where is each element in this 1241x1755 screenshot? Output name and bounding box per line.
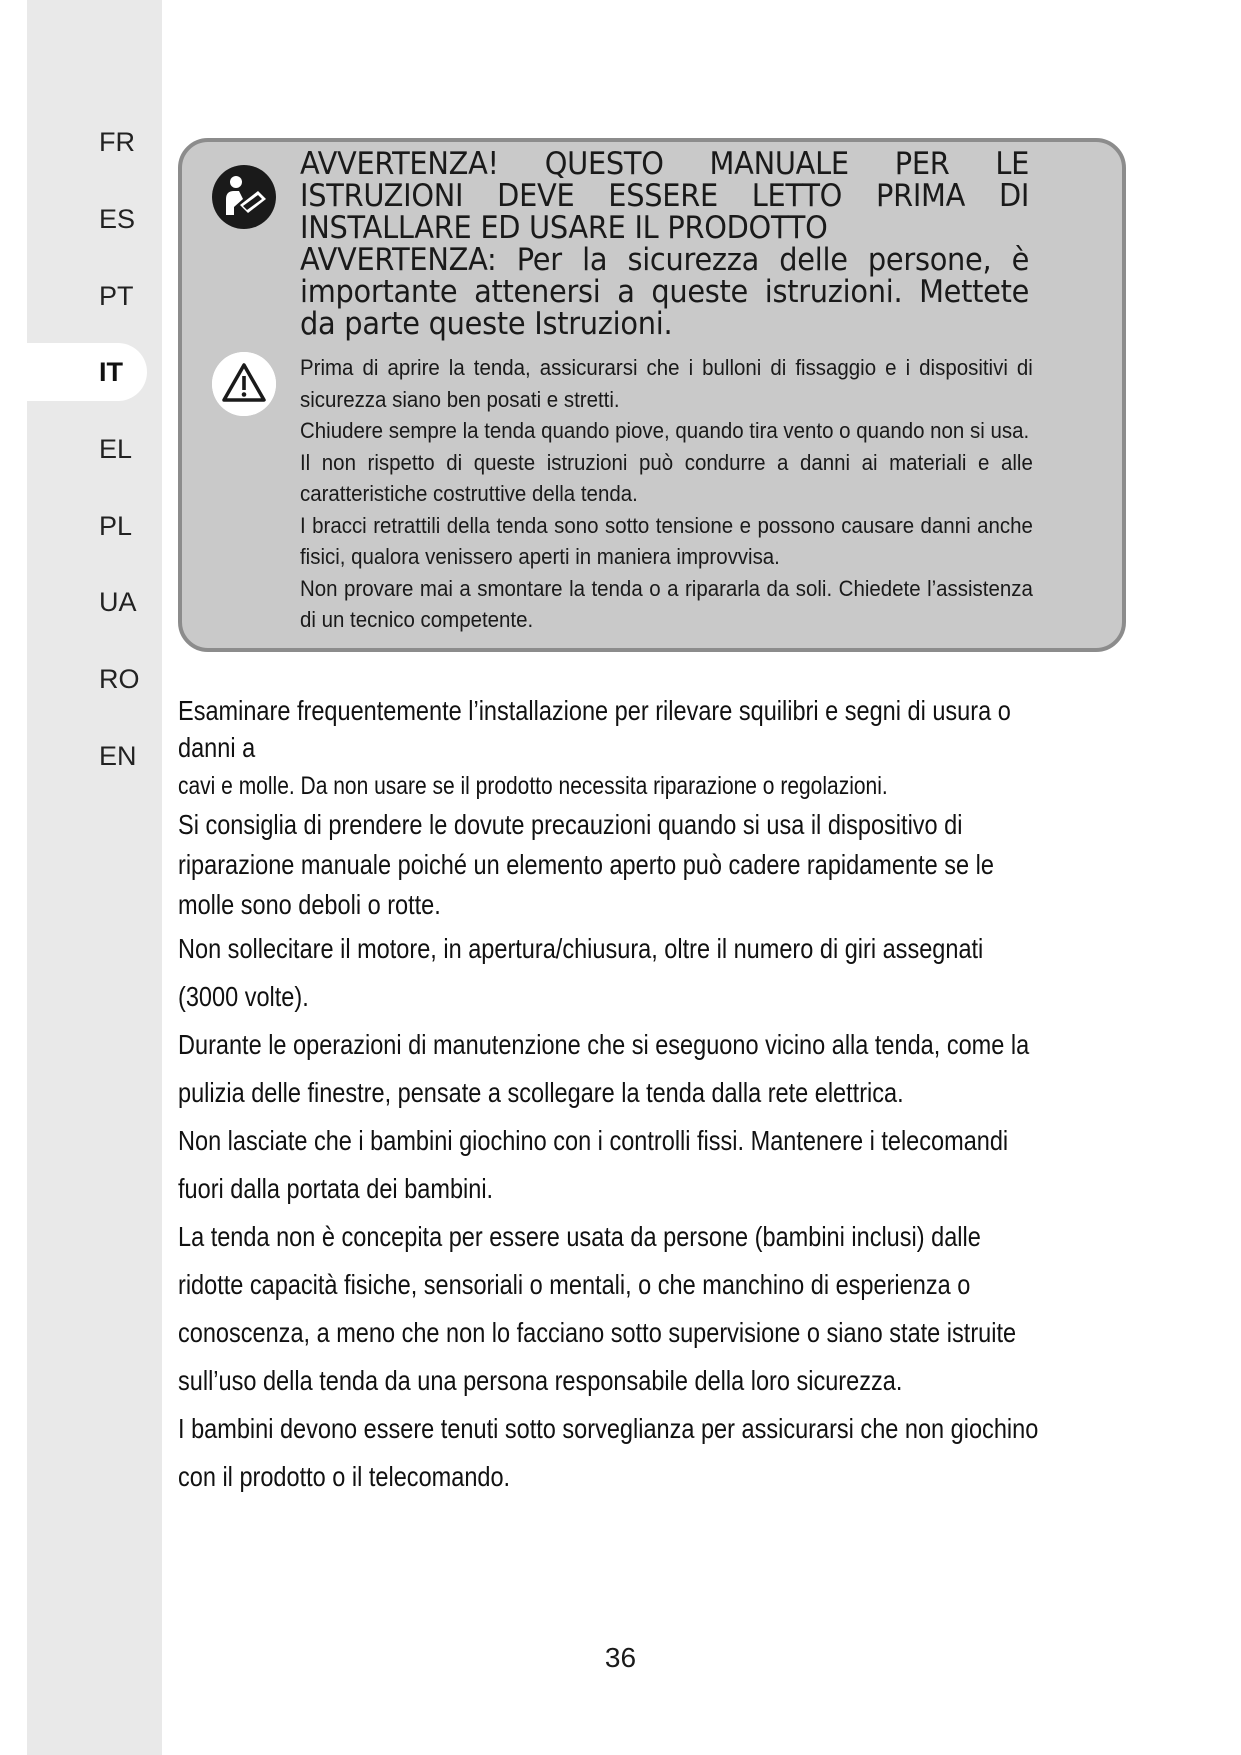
paragraph-inspection-line1: Esaminare frequentemente l’installazione per rilevare squilibri e segni di usura o danni a — [178, 695, 1011, 763]
paragraph-manual-release: Si consiglia di prendere le dovute precauzioni quando si usa il dispositivo di riparazione manuale poiché un elemento aperto può cadere rapidamente se le molle sono deboli o rotte. — [178, 809, 994, 920]
lang-tab-en[interactable]: EN — [99, 741, 137, 771]
lang-tab-pt[interactable]: PT — [99, 281, 134, 311]
warning-heading — [300, 148, 1029, 340]
paragraph-children-controls: Non lasciate che i bambini giochino con i controlli fissi. Mantenere i telecomandi fuori dalla portata dei bambini. — [178, 1125, 1009, 1204]
paragraph-capacity: La tenda non è concepita per essere usata da persone (bambini inclusi) dalle ridotte capacità fisiche, sensoriali o mentali, o che manchino di esperienza o conoscenza, a meno che non lo facciano sotto supervisione o siano state istruite sull’uso della tenda da una persona responsabile della loro sicurezza. — [178, 1221, 1017, 1396]
paragraph-inspection-line2: cavi e molle. Da non usare se il prodotto necessita riparazione o regolazioni. — [178, 772, 888, 800]
warning-item: Chiudere sempre la tenda quando piove, quando tira vento o quando non si usa. — [300, 418, 1030, 443]
warning-item: Prima di aprire la tenda, assicurarsi che i bulloni di fissaggio e i dispositivi di sicurezza siano ben posati e stretti. — [300, 355, 1033, 412]
paragraph-inspection — [178, 692, 1043, 805]
paragraph-maintenance: Durante le operazioni di manutenzione che si eseguono vicino alla tenda, come la pulizia delle finestre, pensate a scollegare la tenda dalla rete elettrica. — [178, 1029, 1030, 1108]
read-manual-icon — [212, 165, 276, 229]
paragraph-motor: Non sollecitare il motore, in apertura/chiusura, oltre il numero di giri assegnati (3000 volte). — [178, 933, 984, 1012]
warning-triangle-icon — [212, 352, 276, 416]
warning-heading-caps: AVVERTENZA! QUESTO MANUALE PER LE ISTRUZIONI DEVE ESSERE LETTO PRIMA DI INSTALLARE ED USARE IL PRODOTTO — [300, 146, 1030, 246]
lang-tab-ro[interactable]: RO — [99, 664, 140, 694]
lang-tab-fr[interactable]: FR — [99, 127, 135, 157]
lang-tab-pl[interactable]: PL — [99, 511, 133, 541]
language-sidebar — [27, 0, 162, 1755]
paragraph-supervision: I bambini devono essere tenuti sotto sorveglianza per assicurarsi che non giochino con il prodotto o il telecomando. — [178, 1413, 1039, 1492]
lang-tab-ua[interactable]: UA — [99, 587, 137, 617]
lang-tab-el[interactable]: EL — [99, 434, 133, 464]
main-text — [178, 692, 1043, 1501]
warning-heading-sentence: AVVERTENZA: Per la sicurezza delle persone, è importante attenersi a queste istruzioni. Mettete da parte queste Istruzioni. — [300, 242, 1030, 342]
warning-item: I bracci retrattili della tenda sono sotto tensione e possono causare danni anche fisici, qualora venissero aperti in maniera improvvisa. — [300, 512, 1033, 569]
warning-item: Non provare mai a smontare la tenda o a ripararla da soli. Chiedete l’assistenza di un tecnico competente. — [300, 575, 1033, 632]
warning-item: Il non rispetto di queste istruzioni può condurre a danni ai materiali e alle caratteristiche costruttive della tenda. — [300, 449, 1033, 506]
warning-items — [300, 352, 1033, 636]
lang-tab-es[interactable]: ES — [99, 204, 136, 234]
lang-tab-it[interactable]: IT — [27, 343, 147, 401]
page-number: 36 — [604, 1642, 637, 1673]
